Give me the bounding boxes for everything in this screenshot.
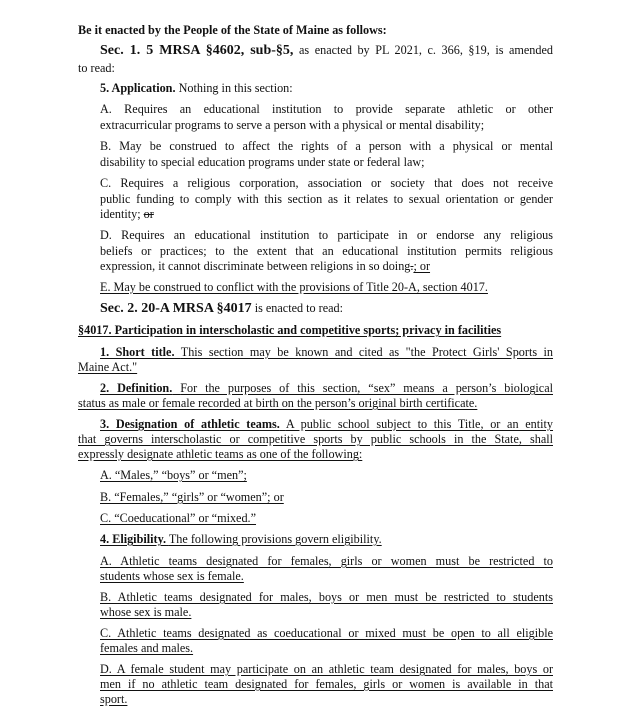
sec1-line2: to read: [78,61,115,75]
sub5-heading: 5. Application. [100,81,176,95]
sub2-heading: 2. Definition. [100,381,173,395]
enacting-clause: Be it enacted by the People of the State of Maine as follows: [78,23,387,37]
para-d-struck-period: . [410,259,414,273]
para-b-line1: B. May be construed to affect the rights of a person with a physical or mental [100,139,553,153]
sub4-b-line1: B. Athletic teams designated for males, boys or men must be restricted to students [100,590,553,604]
sec1-heading: Sec. 1. 5 MRSA §4602, sub-§5, [100,43,294,58]
sec1-intro: as enacted by PL 2021, c. 366, §19, is amended [298,43,553,57]
sec2-line [100,301,343,316]
sub4-text: The following provisions govern eligibility. [168,532,382,546]
sub4-c-line1: C. Athletic teams designated as coeducational or mixed must be open to all eligible [100,626,553,640]
sub4-d-line1: D. A female student may participate on an athletic team designated for males, boys or [100,662,553,676]
para-c-line3 [100,207,154,222]
sub2-line1 [78,381,553,396]
para-d-line1: D. Requires an educational institution to participate in or endorse any religious [100,228,553,242]
sub2-line2: status as male or female recorded at birth on the person’s original birth certificate. [78,396,478,410]
sub1-heading: 1. Short title. [100,345,175,359]
sec2-heading: Sec. 2. 20-A MRSA §4017 [100,301,252,316]
para-d-added-or: ; or [413,259,431,273]
sub5-text: Nothing in this section: [178,81,293,95]
sub4-a-line1: A. Athletic teams designated for females, girls or women must be restricted to [100,554,553,568]
para-c-line1: C. Requires a religious corporation, association or society that does not receive [100,176,553,190]
para-d-line3-text: expression, it cannot discriminate between religions in so doing [100,259,411,273]
sub4-d-line3: sport. [100,692,128,706]
sec1-line1 [78,43,553,58]
sub1-line1 [78,345,553,360]
sub1-line2: Maine Act." [78,360,138,374]
sec2-text: is enacted to read: [254,301,344,315]
para-c-struck-or: or [143,207,154,221]
para-d-line3 [100,259,430,274]
sub4-d-line2: men if no athletic team designated for females, girls or women is available in that [100,677,553,691]
sub5-line [100,81,293,96]
sub1-text: This section may be known and cited as "the Protect Girls' Sports in [180,345,554,359]
para-c-line2: public funding to comply with this section as it relates to sexual orientation or gender [100,192,553,206]
para-a-line2: extracurricular programs to serve a person with a physical or mental disability; [100,118,485,132]
sub3-heading: 3. Designation of athletic teams. [100,417,280,431]
section-4017-title: §4017. Participation in interscholastic and competitive sports; privacy in facilities [78,323,502,337]
sub2-text: For the purposes of this section, “sex” means a person’s biological [180,381,553,395]
sub4-heading: 4. Eligibility. [100,532,167,546]
para-b-line2: disability to special education programs under state or federal law; [100,155,425,169]
para-e-added: E. May be construed to conflict with the provisions of Title 20-A, section 4017. [100,280,488,294]
sub4-a-line2: students whose sex is female. [100,569,244,583]
sub4-b-line2: whose sex is male. [100,605,192,619]
sub3-line2: that governs interscholastic or competitive sports by public schools in the State, shall [78,432,553,446]
sub3-item-b: B. “Females,” “girls” or “women”; or [100,490,284,504]
para-a-line1: A. Requires an educational institution to provide separate athletic or other [100,102,553,116]
sub3-text: A public school subject to this Title, or an entity [285,417,554,431]
para-c-line3-text: identity; [100,207,141,221]
sub3-line3: expressly designate athletic teams as one of the following: [78,447,363,461]
sub3-item-a: A. “Males,” “boys” or “men”; [100,468,247,482]
sub3-item-c: C. “Coeducational” or “mixed.” [100,511,257,525]
para-d-line2: beliefs or practices; to the extent that an educational institution permits religious [100,244,553,258]
sub4-c-line2: females and males. [100,641,194,655]
sub3-line1 [78,417,553,432]
sub4-line [100,532,382,547]
